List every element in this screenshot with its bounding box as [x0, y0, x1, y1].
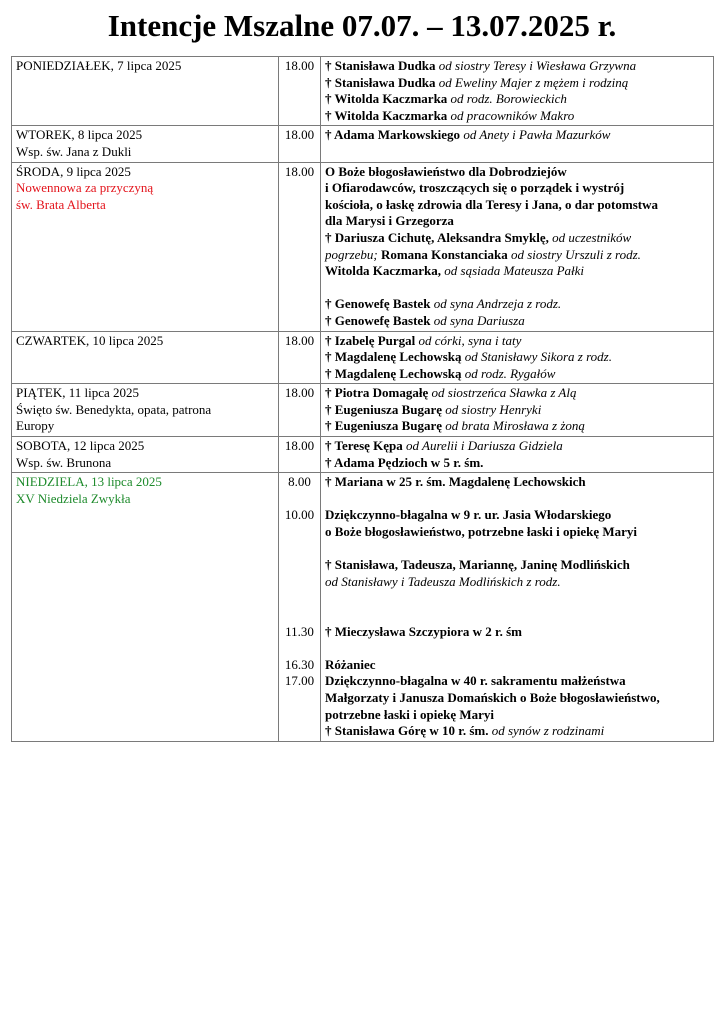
intention-name: † Stanisława Górę w 10 r. śm.	[325, 723, 489, 739]
intention-offerer: od Aurelii i Dariusza Gidziela	[402, 438, 563, 454]
intention-line	[325, 474, 709, 491]
intention-line	[325, 707, 709, 724]
day-cell	[12, 437, 279, 473]
intentions-cell	[321, 331, 714, 384]
intention-name: Dziękczynno-błagalna w 40 r. sakramentu małżeństwa	[325, 673, 626, 689]
intention-offerer: od uczestników	[548, 229, 632, 245]
day-cell	[12, 162, 279, 331]
intention-name: † Genowefę Bastek	[325, 296, 431, 312]
intention-line	[325, 438, 709, 455]
day-name: NIEDZIELA, 13 lipca 2025	[16, 474, 162, 490]
intention-line	[325, 127, 709, 144]
intention-line	[325, 213, 709, 230]
intention-offerer: od siostry Teresy i Wiesława Grzywna	[435, 58, 637, 73]
intention-name: Witolda Kaczmarka,	[325, 263, 442, 279]
intention-offerer: od syna Andrzeja z rodz.	[430, 296, 562, 312]
mass-time-cell	[279, 384, 321, 437]
day-feast: Wsp. św. Brunona	[16, 454, 112, 470]
day-feast: św. Brata Alberta	[16, 196, 106, 212]
intention-line	[325, 690, 709, 707]
intention-line	[325, 349, 709, 366]
intention-line	[325, 657, 709, 674]
intention-name: † Izabelę Purgal	[325, 332, 416, 348]
mass-intentions-table	[11, 56, 714, 742]
intention-line	[325, 164, 709, 181]
intention-name: † Witolda Kaczmarka	[325, 91, 448, 107]
intention-name: † Adama Markowskiego	[325, 127, 461, 143]
intention-name: † Teresę Kępa	[325, 438, 403, 454]
day-row	[12, 473, 714, 742]
mass-time: 18.00	[284, 163, 315, 179]
day-name: CZWARTEK, 10 lipca 2025	[16, 332, 164, 348]
intention-name: dla Marysi i Grzegorza	[325, 213, 454, 229]
day-cell	[12, 331, 279, 384]
intention-offerer: od siostry Henryki	[442, 401, 542, 417]
intention-line	[325, 418, 709, 435]
intention-line	[325, 296, 709, 313]
intentions-cell	[321, 473, 714, 742]
day-name: PONIEDZIAŁEK, 7 lipca 2025	[16, 58, 182, 73]
day-cell	[12, 473, 279, 742]
intention-offerer: od brata Mirosława z żoną	[442, 418, 585, 434]
intention-name: o Boże błogosławieństwo, potrzebne łaski i opiekę Maryi	[325, 524, 637, 540]
intention-name: † Magdalenę Lechowską	[325, 349, 462, 365]
intention-line	[325, 247, 709, 264]
intention-offerer: od sąsiada Mateusza Pałki	[441, 263, 585, 279]
day-row	[12, 162, 714, 331]
intention-line	[325, 313, 709, 330]
intention-name: † Stanisława Dudka	[325, 74, 436, 90]
intention-line	[325, 75, 709, 92]
intention-offerer: od Eweliny Majer z mężem i rodziną	[435, 74, 629, 90]
page-title: Intencje Mszalne 07.07. – 13.07.2025 r.	[107, 8, 617, 43]
intention-line	[325, 108, 709, 125]
intention-line	[325, 263, 709, 280]
mass-time: 16.30	[284, 656, 315, 672]
mass-time-cell	[279, 437, 321, 473]
day-name: ŚRODA, 9 lipca 2025	[16, 163, 131, 179]
day-feast: XV Niedziela Zwykła	[16, 490, 131, 506]
mass-time: 11.30	[285, 623, 314, 639]
intention-name: Małgorzaty i Janusza Domańskich o Boże błogosławieństwo,	[325, 689, 660, 705]
intention-line	[325, 624, 709, 641]
intention-name: † Mariana w 25 r. śm. Magdalenę Lechowskich	[325, 474, 586, 490]
intention-line	[325, 180, 709, 197]
intention-line	[325, 58, 709, 75]
day-row	[12, 384, 714, 437]
intentions-cell	[321, 126, 714, 162]
intention-name: Dziękczynno-błagalna w 9 r. ur. Jasia Włodarskiego	[325, 507, 612, 523]
intentions-cell	[321, 384, 714, 437]
intention-offerer: od Anety i Pawła Mazurków	[460, 127, 611, 143]
intention-line	[325, 524, 709, 541]
intention-name: † Eugeniusza Bugarę	[325, 401, 443, 417]
day-row	[12, 126, 714, 162]
intention-name: † Piotra Domagałę	[325, 385, 429, 401]
mass-time: 10.00	[284, 507, 315, 523]
day-row	[12, 437, 714, 473]
day-name: SOBOTA, 12 lipca 2025	[16, 438, 145, 454]
intention-line	[325, 385, 709, 402]
day-feast: Święto św. Benedykta, opata, patrona	[16, 401, 212, 417]
intention-offerer: pogrzebu;	[325, 246, 378, 262]
intention-line	[325, 455, 709, 472]
intention-line	[325, 574, 709, 591]
intentions-cell	[321, 162, 714, 331]
intention-name: kościoła, o łaskę zdrowia dla Teresy i Jana, o dar potomstwa	[325, 196, 658, 212]
intention-name: † Adama Pędzioch w 5 r. śm.	[325, 454, 484, 470]
mass-time: 8.00	[288, 474, 311, 490]
intention-offerer: od Stanisławy Sikora z rodz.	[461, 349, 612, 365]
mass-time-cell	[279, 126, 321, 162]
day-cell	[12, 126, 279, 162]
intention-offerer: od córki, syna i taty	[415, 332, 522, 348]
intention-line	[325, 507, 709, 524]
intention-line	[325, 333, 709, 350]
intention-line	[325, 723, 709, 740]
day-cell	[12, 57, 279, 126]
intention-offerer: od Stanisławy i Tadeusza Modlińskich z rodz.	[325, 573, 561, 589]
intention-name: † Mieczysława Szczypiora w 2 r. śm	[325, 623, 523, 639]
intention-name: † Eugeniusza Bugarę	[325, 418, 443, 434]
mass-time: 18.00	[284, 438, 315, 454]
day-name: PIĄTEK, 11 lipca 2025	[16, 385, 139, 401]
mass-time: 17.00	[284, 673, 315, 689]
mass-time-cell	[279, 162, 321, 331]
intention-line	[325, 673, 709, 690]
intention-offerer: od siostrzeńca Sławka z Alą	[428, 385, 577, 401]
intention-offerer: od rodz. Rygałów	[461, 365, 556, 381]
intention-name: † Witolda Kaczmarka	[325, 107, 448, 123]
day-row	[12, 331, 714, 384]
intention-name: potrzebne łaski i opiekę Maryi	[325, 706, 494, 722]
intention-line	[325, 557, 709, 574]
intention-name: † Genowefę Bastek	[325, 312, 431, 328]
mass-time: 18.00	[284, 385, 315, 401]
intention-offerer: od synów z rodzinami	[488, 723, 605, 739]
intention-line	[325, 366, 709, 383]
intention-line	[325, 91, 709, 108]
mass-time-cell	[279, 473, 321, 742]
intention-line	[325, 197, 709, 214]
intention-name: † Magdalenę Lechowską	[325, 365, 462, 381]
intention-offerer: od pracowników Makro	[447, 107, 575, 123]
intention-name: † Dariusza Cichutę, Aleksandra Smyklę,	[325, 229, 549, 245]
intention-line	[325, 402, 709, 419]
intentions-cell	[321, 57, 714, 126]
intention-line	[325, 230, 709, 247]
day-name: WTOREK, 8 lipca 2025	[16, 127, 143, 143]
intention-offerer: od siostry Urszuli z rodz.	[507, 246, 641, 262]
mass-time: 18.00	[284, 332, 315, 348]
mass-time: 18.00	[284, 127, 315, 143]
mass-time: 18.00	[284, 58, 315, 73]
day-feast: Nowennowa za przyczyną	[16, 180, 154, 196]
mass-time-cell	[279, 331, 321, 384]
intention-offerer: od rodz. Borowieckich	[447, 91, 567, 107]
intention-name: † Stanisława Dudka	[325, 58, 436, 73]
intentions-cell	[321, 437, 714, 473]
day-row	[12, 57, 714, 126]
day-feast: Europy	[16, 418, 55, 434]
intention-name: † Stanisława, Tadeusza, Mariannę, Janinę Modlińskich	[325, 557, 630, 573]
day-feast: Wsp. św. Jana z Dukli	[16, 143, 132, 159]
day-cell	[12, 384, 279, 437]
intention-offerer: od syna Dariusza	[430, 312, 525, 328]
mass-time-cell	[279, 57, 321, 126]
intention-name: Romana Konstanciaka	[377, 246, 508, 262]
intention-name: i Ofiarodawców, troszczących się o porządek i wystrój	[325, 180, 625, 196]
intention-name: O Boże błogosławieństwo dla Dobrodziejów	[325, 163, 567, 179]
intention-name: Różaniec	[325, 656, 376, 672]
